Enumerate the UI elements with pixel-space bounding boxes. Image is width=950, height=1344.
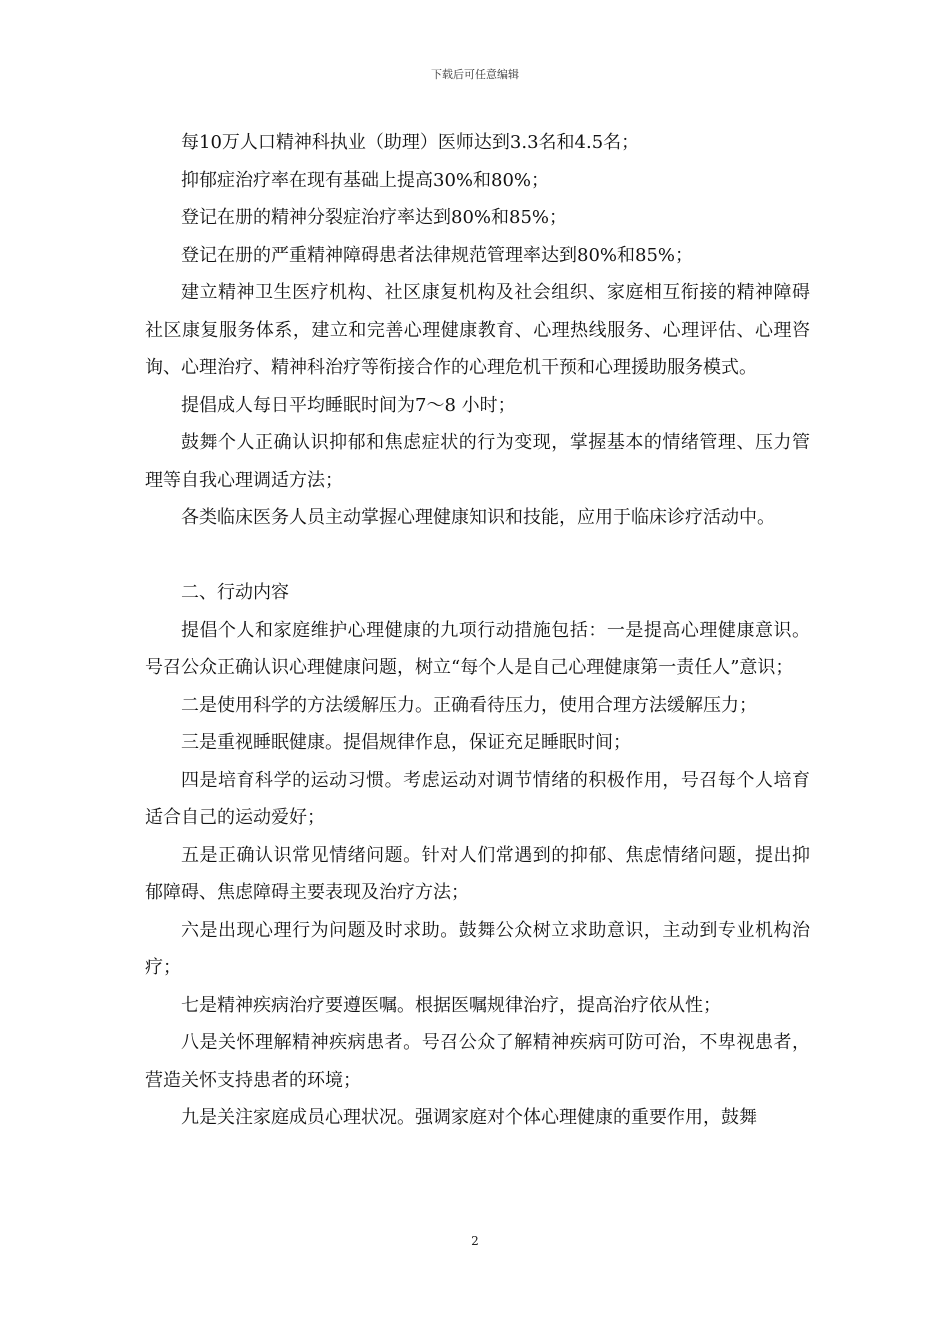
paragraph: 每10万人口精神科执业（助理）医师达到3.3名和4.5名； [181,132,640,153]
paragraph: 登记在册的精神分裂症治疗率达到80%和85%； [181,207,568,228]
paragraph: 七是精神疾病治疗要遵医嘱。根据医嘱规律治疗，提高治疗依从性； [181,994,721,1016]
paragraph: 三是重视睡眠健康。提倡规律作息，保证充足睡眠时间； [181,732,631,753]
paragraph: 二是使用科学的方法缓解压力。正确看待压力，使用合理方法缓解压力； [181,694,757,716]
paragraph: 建立精神卫生医疗机构、社区康复机构及社会组织、家庭相互衔接的精神障碍社区康复服务体系，建立和完善心理健康教育、心理热线服务、心理评估、心理咨询、心理治疗、精神科治疗等衔接合作的心理危机干预和心理援助服务模式。 [145,282,810,378]
paragraph: 各类临床医务人员主动掌握心理健康知识和技能，应用于临床诊疗活动中。 [181,507,775,528]
paragraph: 提倡个人和家庭维护心理健康的九项行动措施包括：一是提高心理健康意识。号召公众正确认识心理健康问题，树立“每个人是自己心理健康第一责任人”意识； [145,619,810,678]
page-number: 2 [471,1234,479,1248]
page-header: 下载后可任意编辑 [431,68,519,81]
section-heading: 二、行动内容 [181,582,289,603]
document-body [145,124,810,1137]
paragraph: 四是培育科学的运动习惯。考虑运动对调节情绪的积极作用，号召每个人培育适合自己的运动爱好； [145,769,810,828]
paragraph: 六是出现心理行为问题及时求助。鼓舞公众树立求助意识，主动到专业机构治疗； [145,919,810,978]
paragraph: 八是关怀理解精神疾病患者。号召公众了解精神疾病可防可治，不卑视患者，营造关怀支持患者的环境； [145,1032,810,1091]
paragraph: 抑郁症治疗率在现有基础上提高30%和80%； [181,169,550,191]
paragraph: 提倡成人每日平均睡眠时间为7～8 小时； [181,394,516,416]
paragraph: 登记在册的严重精神障碍患者法律规范管理率达到80%和85%； [181,244,694,266]
paragraph: 鼓舞个人正确认识抑郁和焦虑症状的行为变现，掌握基本的情绪管理、压力管理等自我心理调适方法； [145,432,810,491]
paragraph: 九是关注家庭成员心理状况。强调家庭对个体心理健康的重要作用，鼓舞 [181,1107,757,1128]
paragraph: 五是正确认识常见情绪问题。针对人们常遇到的抑郁、焦虑情绪问题，提出抑郁障碍、焦虑障碍主要表现及治疗方法； [145,844,810,903]
